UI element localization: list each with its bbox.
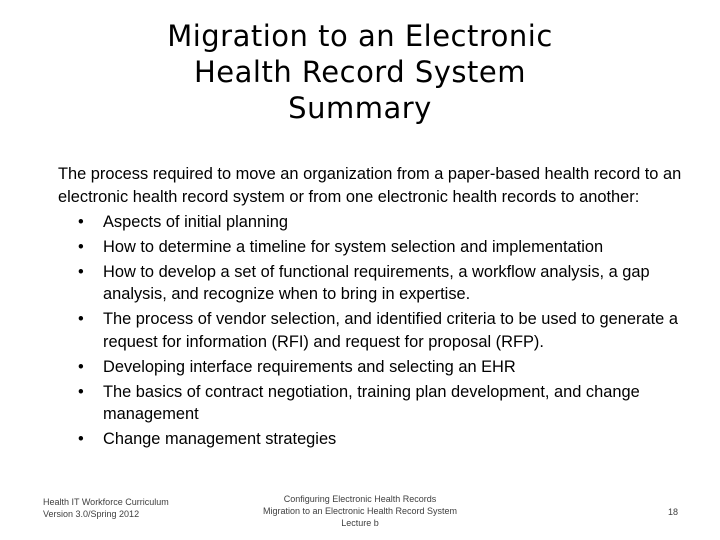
- bullet-dot: •: [78, 212, 84, 231]
- intro-paragraph: The process required to move an organization from a paper-based health record to an electronic health record system or from one electronic health records to another:: [58, 165, 682, 206]
- bullet-item: [58, 356, 698, 379]
- bullet-text: Aspects of initial planning: [103, 212, 288, 231]
- bullet-text: How to determine a timeline for system selection and implementation: [103, 237, 604, 256]
- bullet-dot: •: [78, 357, 84, 376]
- slide-body: [58, 163, 698, 451]
- footer-left-line-1: Health IT Workforce Curriculum: [43, 497, 169, 507]
- bullet-dot: •: [78, 262, 84, 281]
- bullet-item: [58, 261, 698, 306]
- bullet-text: How to develop a set of functional requirements, a workflow analysis, a gap analysis, and recognize when to bring in expertise.: [103, 262, 650, 303]
- title-line-1: Migration to an Electronic: [167, 19, 553, 53]
- bullet-text: Change management strategies: [103, 430, 337, 448]
- bullet-dot: •: [78, 237, 84, 256]
- bullet-item: [58, 308, 698, 353]
- bullet-item: [58, 211, 698, 234]
- footer-center-line-2: Migration to an Electronic Health Record System: [262, 506, 458, 516]
- footer-course-info: [240, 493, 480, 529]
- bullet-list: [58, 211, 698, 451]
- bullet-dot: •: [78, 430, 84, 448]
- footer-center-line-3: Lecture b: [341, 518, 379, 528]
- bullet-dot: •: [78, 310, 84, 328]
- title-line-3: Summary: [288, 91, 432, 125]
- footer-curriculum: [43, 496, 169, 520]
- bullet-text: The basics of contract negotiation, training plan development, and change management: [103, 382, 640, 423]
- bullet-text: The process of vendor selection, and identified criteria to be used to generate a request for information (RFI) and request for proposal (RFP).: [103, 310, 678, 351]
- footer-left-line-2: Version 3.0/Spring 2012: [43, 509, 140, 519]
- title-line-2: Health Record System: [193, 55, 526, 89]
- page-number: 18: [667, 507, 678, 517]
- bullet-item: [58, 236, 698, 259]
- footer-center-line-1: Configuring Electronic Health Records: [283, 494, 437, 504]
- bullet-item: [58, 381, 698, 426]
- bullet-text: Developing interface requirements and selecting an EHR: [103, 357, 516, 376]
- bullet-dot: •: [78, 382, 84, 401]
- slide-title: [60, 18, 660, 126]
- bullet-item: [58, 428, 698, 451]
